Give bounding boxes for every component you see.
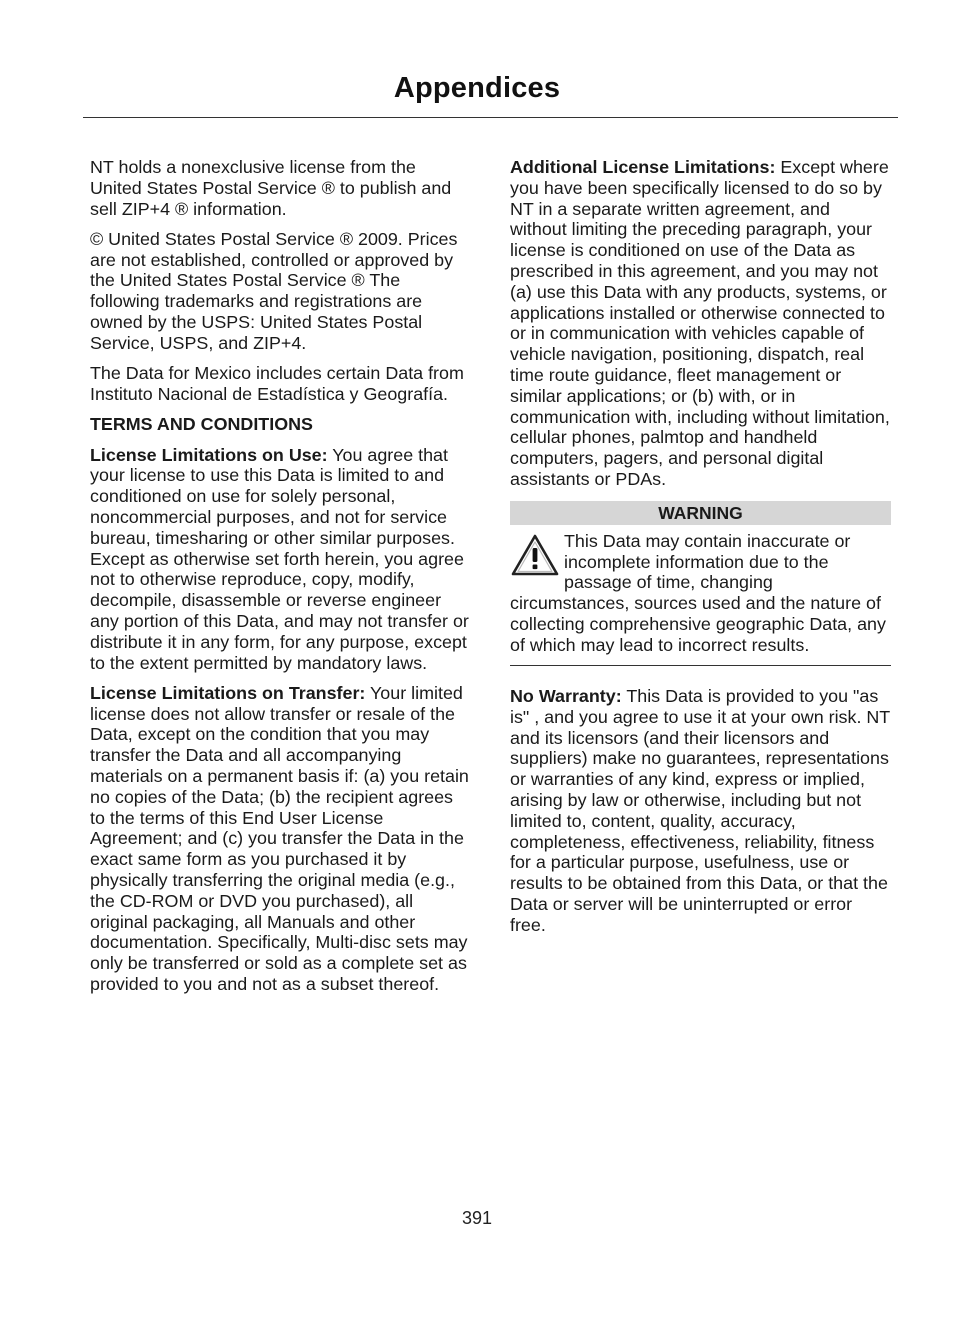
warning-text: This Data may contain inaccurate or incomplete information due to the passage of time, changing circumstances, sources used and the nature of collecting comprehensive geographic Data, any of which may lead to incorrect results. [510, 530, 886, 655]
title-divider [83, 117, 898, 118]
license-use-label: License Limitations on Use: [90, 444, 328, 465]
paragraph-no-warranty [510, 686, 891, 936]
paragraph-mexico-data: The Data for Mexico includes certain Data from Instituto Nacional de Estadística y Geografía. [90, 363, 464, 404]
warning-triangle-icon [510, 533, 560, 577]
no-warranty-label: No Warranty: [510, 686, 622, 707]
license-transfer-text: Your limited license does not allow transfer or resale of the Data, except on the condition that you may transfer the Data and all accompanying materials on a permanent basis if: (a) you retain no copies of the Data; (b) the recipient agrees to the terms of this End User License Agreement; and (c) you transfer the Data in the exact same form as you purchased it by physically transferring the original media (e.g., the CD-ROM or DVD you purchased), all original packaging, all Manuals and other documentation. Specifically, Multi-disc sets may only be transferred or sold as a complete set as provided to you and not as a subset thereof. [90, 682, 469, 994]
paragraph-license-use [90, 445, 471, 674]
paragraph-additional-limitations [510, 157, 891, 490]
page-number: 391 [461, 1208, 493, 1228]
license-transfer-label: License Limitations on Transfer: [90, 682, 366, 703]
warning-bottom-divider [510, 665, 891, 666]
section-heading-terms: TERMS AND CONDITIONS [90, 414, 313, 435]
page-title: Appendices [393, 72, 561, 104]
no-warranty-text: This Data is provided to you "as is" , and you agree to use it at your own risk. NT and its licensors (and their licensors and suppliers) make no guarantees, representations or warranties of any kind, express or implied, arising by law or otherwise, including but not limited to, content, quality, accuracy, completeness, effectiveness, reliability, fitness for a particular purpose, usefulness, use or results to be obtained from this Data, or that the Data or server will be uninterrupted or error free. [510, 686, 890, 935]
warning-box [510, 501, 891, 666]
warning-body [510, 525, 891, 656]
additional-limitations-label: Additional License Limitations: [510, 157, 776, 177]
license-use-text: You agree that your license to use this Data is limited to and conditioned on use for solely personal, noncommercial purposes, and not for service bureau, timesharing or other similar purposes. Except as otherwise set forth herein, you agree not to otherwise reproduce, copy, modify, decompile, disassemble or reverse engineer any portion of this Data, and may not transfer or distribute it in any form, for any purpose, except to the extent permitted by mandatory laws. [90, 444, 469, 673]
additional-limitations-text: Except where you have been specifically licensed to do so by NT in a separate written agreement, and without limiting the preceding paragraph, your license is conditioned on use of the Data as prescribed in this agreement, and you may not (a) use this Data with any products, systems, or applications installed or otherwise connected to or in communication with vehicles capable of vehicle navigation, positioning, dispatch, real time route guidance, fleet management or similar applications; or (b) with, or in communication with, including without limitation, cellular phones, palmtop and handheld computers, pagers, and personal digital assistants or PDAs. [510, 157, 890, 489]
right-column [510, 157, 891, 945]
left-column [90, 157, 471, 1004]
paragraph-usps-license: NT holds a nonexclusive license from the United States Postal Service ® to publish and sell ZIP+4 ® information. [90, 157, 452, 219]
paragraph-usps-copyright: © United States Postal Service ® 2009. Prices are not established, controlled or approved by the United States Postal Service ® The following trademarks and registrations are owned by the USPS: United States Postal Service, USPS, and ZIP+4. [90, 228, 458, 353]
paragraph-license-transfer [90, 683, 471, 995]
warning-header: WARNING [510, 501, 891, 525]
